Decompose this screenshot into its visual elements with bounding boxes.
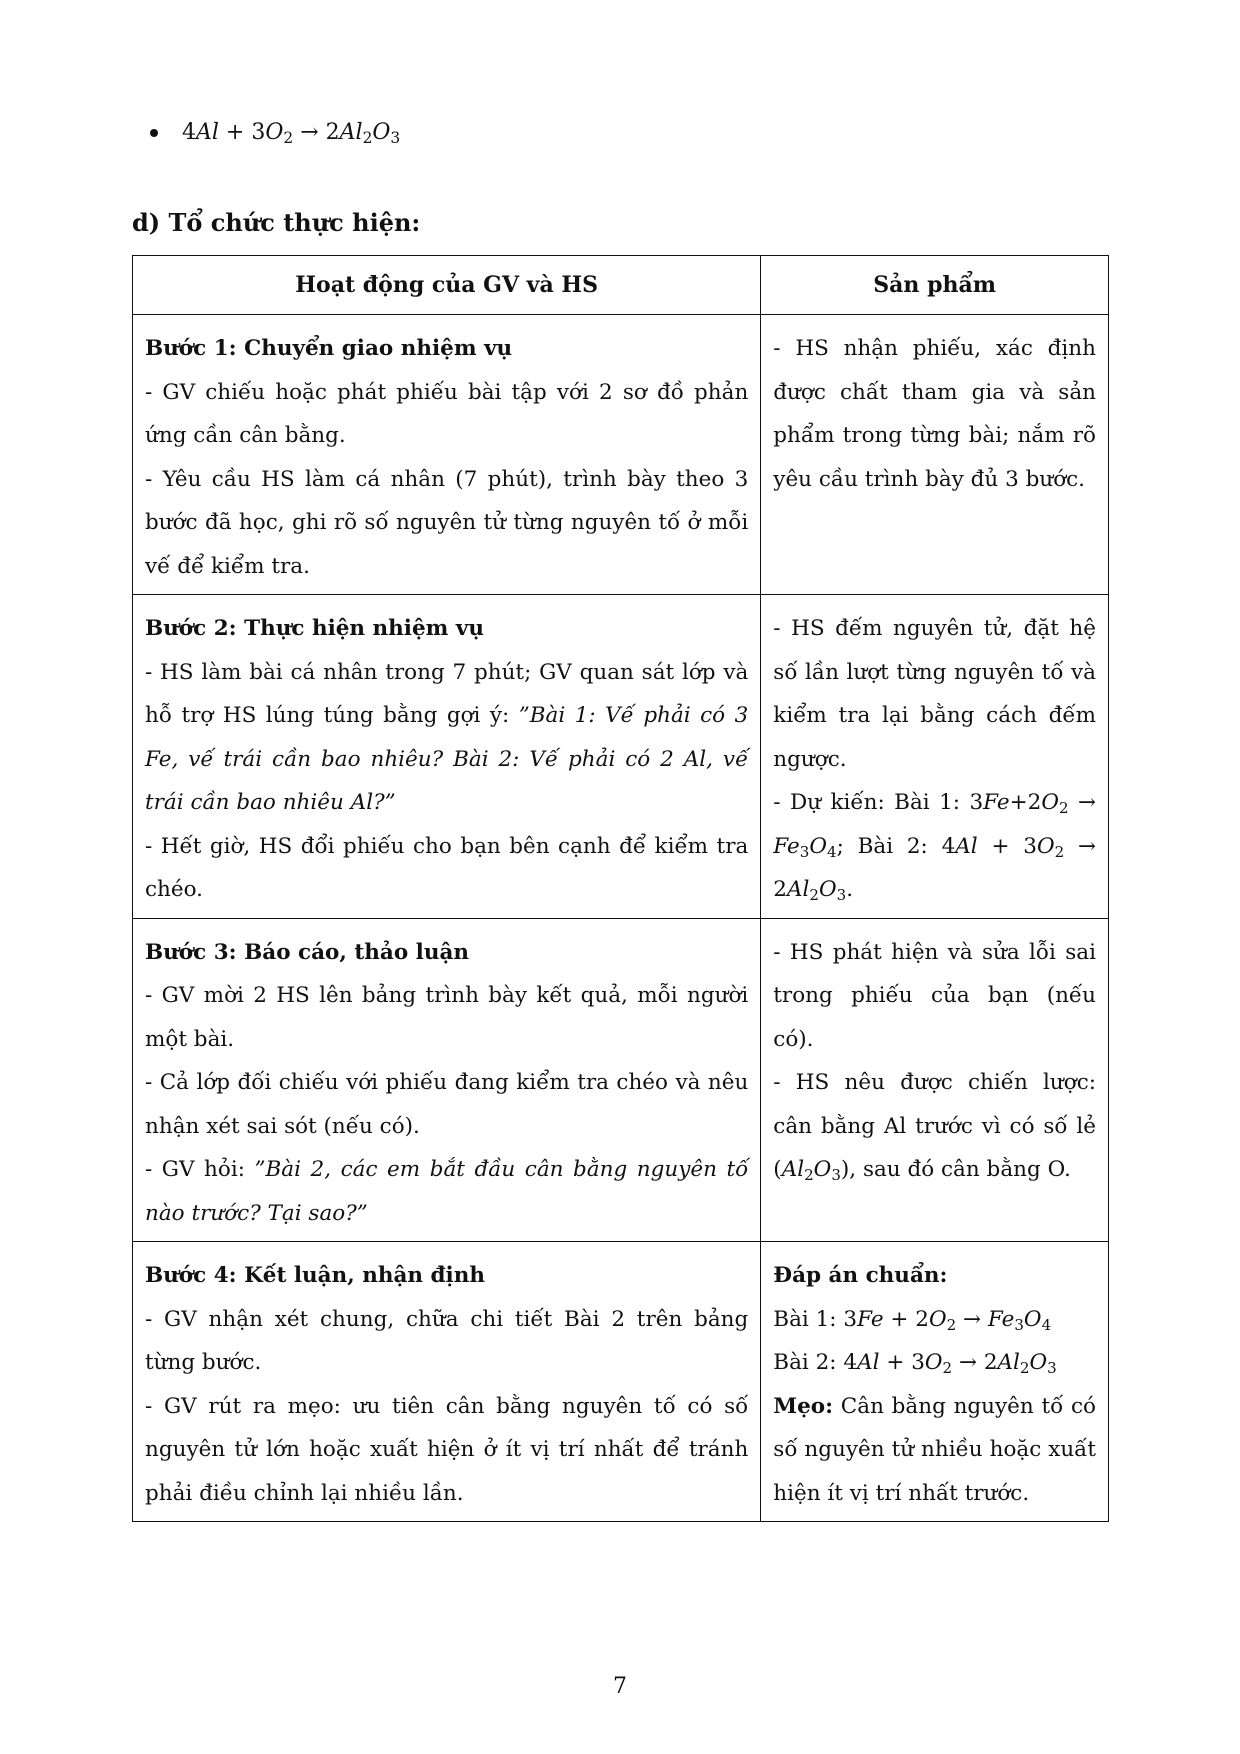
bullet-dot [150, 129, 158, 137]
step-title: Bước 2: Thực hiện nhiệm vụ [145, 616, 485, 641]
answer-line-2: Bài 2: $4Al + 3O_2 \to 2Al_2O_3$ [773, 1350, 1057, 1377]
hint-quote: ”Bài 1: Vế phải có 3 Fe, vế trái cần bao nhiêu? Bài 2: Vế phải có 2 Al, vế trái cần bao nhiêu Al?” [145, 703, 749, 815]
activities-cell [133, 595, 761, 919]
product-text: - HS đếm nguyên tử, đặt hệ số lần lượt từng nguyên tố và kiểm tra lại bằng cách đếm ngược. [773, 616, 1096, 772]
activity-text: - GV mời 2 HS lên bảng trình bày kết quả, mỗi người một bài. [145, 983, 749, 1052]
activity-table [132, 255, 1109, 1522]
activity-text: - GV nhận xét chung, chữa chi tiết Bài 2 trên bảng từng bước. [145, 1306, 749, 1375]
table-row [133, 1242, 1109, 1522]
bullet-item [150, 118, 400, 148]
step-title: Bước 4: Kết luận, nhận định [145, 1263, 485, 1288]
step-title: Bước 3: Báo cáo, thảo luận [145, 939, 470, 965]
equation-2: $4Al + 3O_2 \to 2Al_2O_3$ [843, 1350, 1057, 1377]
page-number: 7 [613, 1674, 627, 1699]
activity-text: - GV hỏi: ”Bài 2, các em bắt đầu cân bằng nguyên tố nào trước? Tại sao?” [145, 1157, 749, 1226]
activity-text: - Cả lớp đối chiếu với phiếu đang kiểm tra chéo và nêu nhận xét sai sót (nếu có). [145, 1070, 749, 1139]
activities-cell [133, 918, 761, 1242]
question-quote: ”Bài 2, các em bắt đầu cân bằng nguyên tố nào trước? Tại sao?” [145, 1157, 749, 1226]
header-product: Sản phẩm [761, 256, 1109, 315]
activity-text: - Hết giờ, HS đổi phiếu cho bạn bên cạnh để kiểm tra chéo. [145, 833, 749, 902]
activity-text: - Yêu cầu HS làm cá nhân (7 phút), trình bày theo 3 bước đã học, ghi rõ số nguyên tử từng nguyên tố ở mỗi vế để kiểm tra. [145, 466, 749, 579]
product-text: - Dự kiến: Bài 1: $3Fe+2O_2 \to Fe_3O_4$; Bài 2: $4Al + 3O_2 \to 2Al_2O_3$. [773, 790, 1096, 904]
product-cell [761, 595, 1109, 919]
equation-1: $3Fe+2O_2 \to Fe_3O_4$ [773, 790, 1096, 861]
activity-text: - HS làm bài cá nhân trong 7 phút; GV quan sát lớp và hỗ trợ HS lúng túng bằng gợi ý: ”Bài 1: Vế phải có 3 Fe, vế trái cần bao nhiêu? Bài 2: Vế phải có 2 Al, vế trái cần bao nhiêu Al?” [145, 659, 749, 815]
tip-label: Mẹo: [773, 1393, 834, 1419]
header-activities: Hoạt động của GV và HS [133, 256, 761, 315]
step-title: Bước 1: Chuyển giao nhiệm vụ [145, 336, 513, 361]
activities-cell [133, 315, 761, 595]
answer-line-1: Bài 1: $3Fe + 2O_2 \to Fe_3O_4$ [773, 1306, 1052, 1334]
tip-text: Mẹo: Cân bằng nguyên tố có số nguyên tử nhiều hoặc xuất hiện ít vị trí nhất trước. [773, 1393, 1096, 1506]
section-title: d) Tổ chức thực hiện: [132, 208, 421, 237]
activity-text: - GV rút ra mẹo: ưu tiên cân bằng nguyên tố có số nguyên tử lớn hoặc xuất hiện ở ít vị trí nhất để tránh phải điều chỉnh lại nhiều lần. [145, 1393, 749, 1506]
table-row [133, 595, 1109, 919]
table-row [133, 315, 1109, 595]
activities-cell [133, 1242, 761, 1522]
formula-al2o3: $Al_2O_3$ [781, 1157, 841, 1184]
activity-text: - GV chiếu hoặc phát phiếu bài tập với 2 sơ đồ phản ứng cần cân bằng. [145, 379, 749, 448]
table-header-row [133, 256, 1109, 315]
product-cell [761, 1242, 1109, 1522]
product-text: - HS phát hiện và sửa lỗi sai trong phiếu của bạn (nếu có). [773, 939, 1096, 1052]
answer-heading: Đáp án chuẩn: [773, 1263, 948, 1288]
equation-2: $4Al + 3O_2 \to 2Al_2O_3$ [773, 833, 1096, 904]
product-text: - HS nhận phiếu, xác định được chất tham gia và sản phẩm trong từng bài; nắm rõ yêu cầu trình bày đủ 3 bước. [773, 336, 1096, 492]
product-cell [761, 918, 1109, 1242]
product-cell [761, 315, 1109, 595]
intro-equation: $4Al + 3O_2 \to 2Al_2O_3$ [182, 120, 401, 147]
equation-1: $3Fe + 2O_2 \to Fe_3O_4$ [843, 1306, 1052, 1334]
table-row [133, 918, 1109, 1242]
product-text: - HS nêu được chiến lược: cân bằng Al trước vì có số lẻ $(Al_2O_3)$, sau đó cân bằng O. [773, 1070, 1096, 1184]
